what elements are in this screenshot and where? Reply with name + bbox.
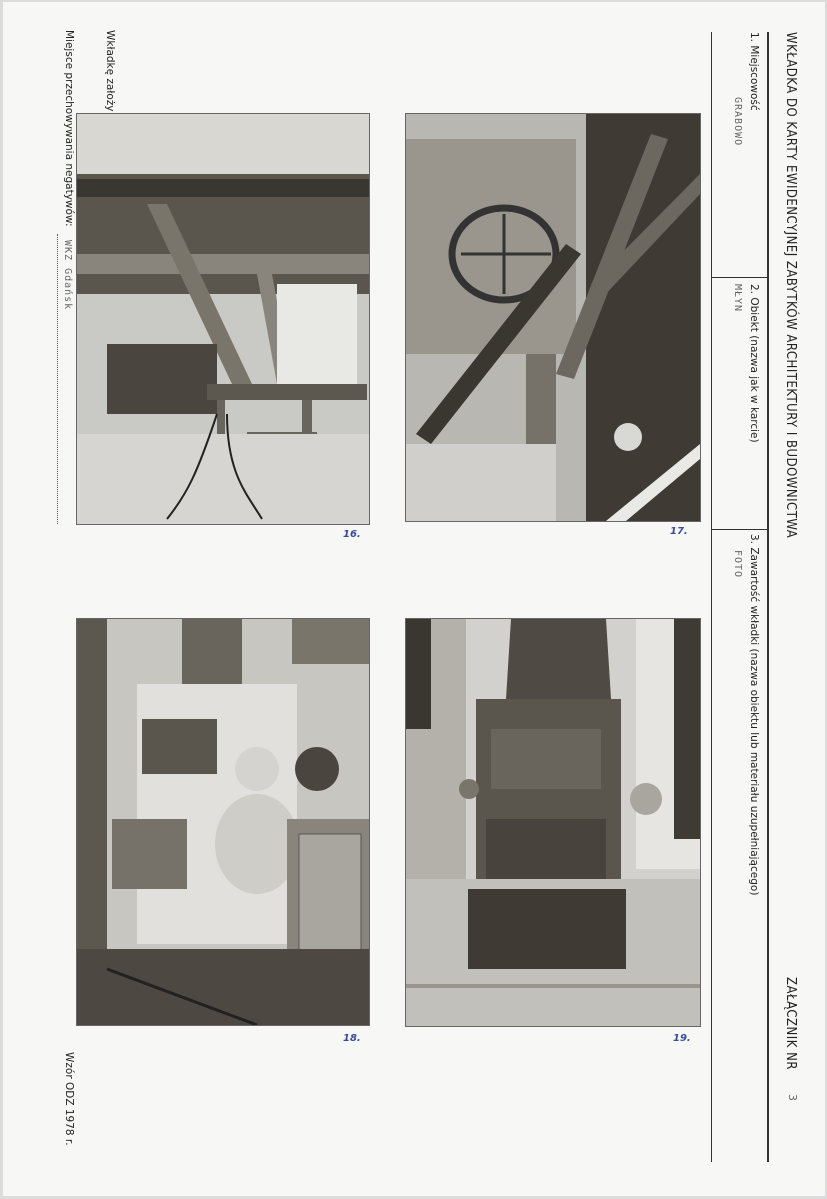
photo-18-image bbox=[77, 619, 369, 1025]
photo-19-image bbox=[406, 619, 700, 1026]
field-divider-1 bbox=[711, 277, 768, 278]
field2-label: 2. Obiekt (nazwa jak w karcie) bbox=[748, 284, 760, 443]
attachment-number: 3 bbox=[786, 1094, 799, 1101]
photo-16 bbox=[76, 113, 370, 525]
photo-19 bbox=[405, 618, 701, 1027]
photo-17-image bbox=[406, 114, 700, 521]
attachment-label: ZAŁĄCZNIK NR bbox=[783, 977, 798, 1070]
photo-19-number: 19. bbox=[673, 1033, 691, 1044]
header-rule bbox=[767, 32, 769, 1162]
form-title: WKŁADKA DO KARTY EWIDENCYJNEJ ZABYTKÓW ARCHITEKTURY I BUDOWNICTWA bbox=[783, 32, 798, 539]
field-rule bbox=[711, 32, 712, 1162]
field3-value: FOTO bbox=[732, 550, 743, 579]
created-by-label: Wkładkę założy bbox=[104, 30, 116, 112]
field1-label: 1. Miejscowość bbox=[748, 32, 760, 111]
photo-18 bbox=[76, 618, 370, 1026]
document-sheet bbox=[3, 2, 825, 1196]
photo-16-number: 16. bbox=[343, 529, 361, 540]
field3-label: 3. Zawartość wkładki (nazwa obiektu lub materiału uzupełniającego) bbox=[748, 534, 760, 896]
photo-17-number: 17. bbox=[670, 526, 688, 537]
photo-17 bbox=[405, 113, 701, 522]
field1-value: GRABOWO bbox=[732, 97, 743, 147]
negatives-underline bbox=[57, 234, 58, 524]
photo-16-image bbox=[77, 114, 369, 524]
field-divider-2 bbox=[711, 529, 768, 530]
photo-18-number: 18. bbox=[343, 1033, 361, 1044]
field2-value: MŁYN bbox=[732, 284, 743, 313]
template-label: Wzór ODZ 1978 r. bbox=[63, 1052, 75, 1146]
negatives-value: WKZ Gdańsk bbox=[62, 240, 73, 311]
negatives-label: Miejsce przechowywania negatywów: bbox=[63, 30, 75, 227]
